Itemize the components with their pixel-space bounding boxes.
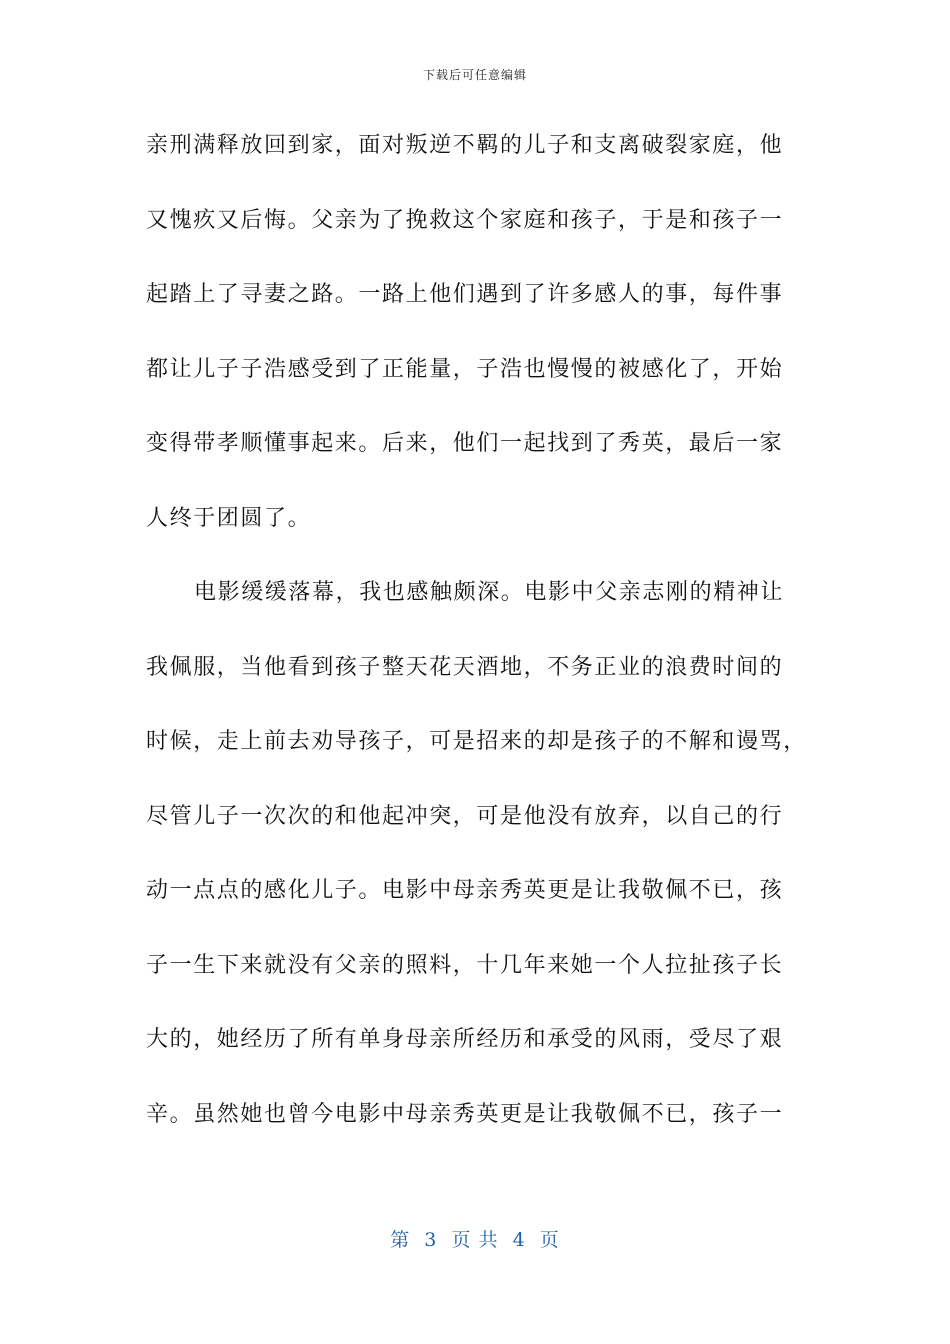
text-line: 人终于团圆了。 — [146, 505, 312, 531]
text-line: 大的，她经历了所有单身母亲所经历和承受的风雨，受尽了艰 — [146, 1027, 784, 1052]
body-text — [146, 128, 807, 1171]
text-line: 时候，走上前去劝导孩子，可是招来的却是孩子的不解和谩骂， — [146, 729, 807, 754]
text-line: 起踏上了寻妻之路。一路上他们遇到了许多感人的事，每件事 — [146, 282, 784, 307]
paragraph-start-line: 电影缓缓落幕，我也感触颇深。电影中父亲志刚的精神让 — [194, 580, 785, 605]
text-line: 辛。虽然她也曾今电影中母亲秀英更是让我敬佩不已，孩子一 — [146, 1101, 784, 1127]
text-line: 动一点点的感化儿子。电影中母亲秀英更是让我敬佩不已，孩 — [146, 878, 784, 903]
text-line: 都让儿子子浩感受到了正能量，子浩也慢慢的被感化了，开始 — [146, 356, 784, 382]
text-line: 子一生下来就没有父亲的照料，十几年来她一个人拉扯孩子长 — [146, 952, 784, 978]
text-line: 变得带孝顺懂事起来。后来，他们一起找到了秀英，最后一家 — [146, 431, 784, 456]
text-line: 我佩服，当他看到孩子整天花天酒地，不务正业的浪费时间的 — [146, 654, 784, 680]
page-number-footer: 第 3 页 共 4 页 — [390, 1229, 560, 1251]
text-line: 尽管儿子一次次的和他起冲突，可是他没有放弃，以自己的行 — [146, 803, 784, 829]
text-line: 又愧疚又后悔。父亲为了挽救这个家庭和孩子，于是和孩子一 — [146, 207, 784, 233]
page-header-note: 下载后可任意编辑 — [422, 68, 527, 82]
text-line: 亲刑满释放回到家，面对叛逆不羁的儿子和支离破裂家庭，他 — [146, 133, 784, 158]
